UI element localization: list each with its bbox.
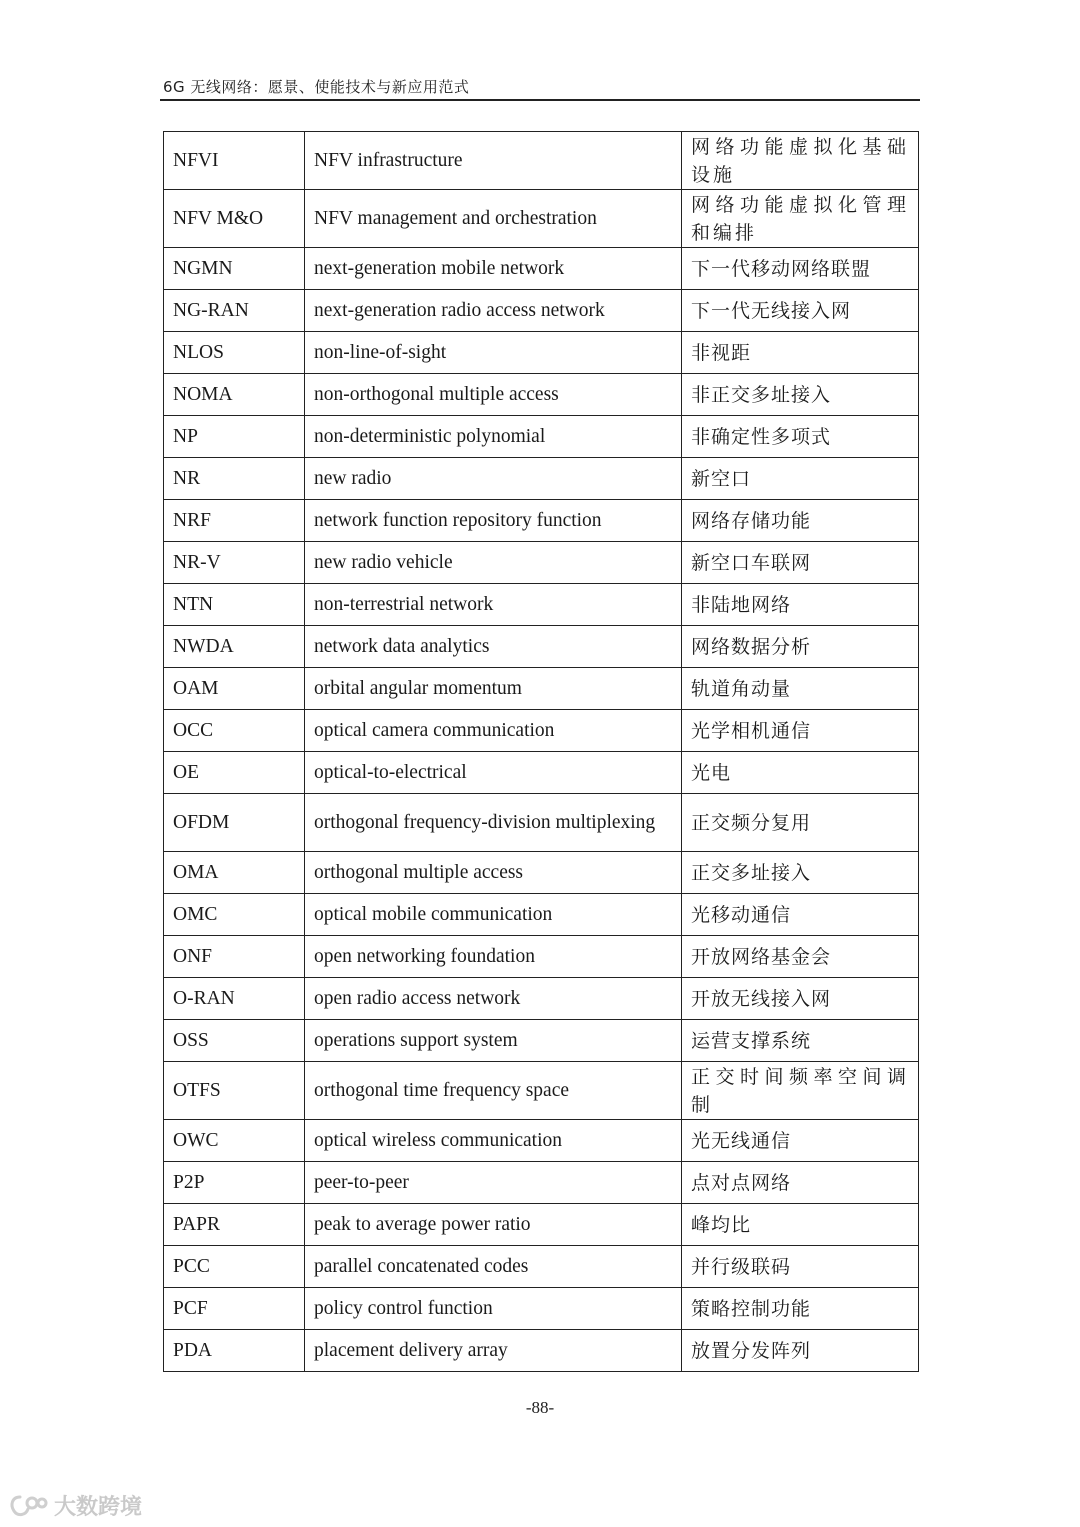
table-row — [164, 332, 919, 374]
english-term-cell: non-line-of-sight — [305, 332, 682, 374]
abbreviation-cell: NWDA — [164, 626, 305, 668]
chinese-term-cell: 网络数据分析 — [682, 626, 919, 668]
english-term-cell: next-generation radio access network — [305, 290, 682, 332]
abbreviation-cell: NLOS — [164, 332, 305, 374]
table-row — [164, 626, 919, 668]
chinese-term-cell: 新空口 — [682, 458, 919, 500]
abbreviation-cell: PCC — [164, 1246, 305, 1288]
table-row — [164, 978, 919, 1020]
abbreviation-cell: OWC — [164, 1120, 305, 1162]
chinese-term-cell: 并行级联码 — [682, 1246, 919, 1288]
table-row — [164, 290, 919, 332]
chinese-term-cell: 非确定性多项式 — [682, 416, 919, 458]
chinese-term-cell: 非陆地网络 — [682, 584, 919, 626]
table-row — [164, 416, 919, 458]
table-row — [164, 132, 919, 190]
chinese-term-cell: 开放网络基金会 — [682, 936, 919, 978]
table-row — [164, 710, 919, 752]
table-row — [164, 584, 919, 626]
abbreviation-cell: PDA — [164, 1330, 305, 1372]
abbreviation-cell: NGMN — [164, 248, 305, 290]
chinese-term-cell: 非视距 — [682, 332, 919, 374]
table-row — [164, 1288, 919, 1330]
english-term-cell: new radio vehicle — [305, 542, 682, 584]
abbreviation-cell: NOMA — [164, 374, 305, 416]
chinese-term-cell: 非正交多址接入 — [682, 374, 919, 416]
english-term-cell: non-orthogonal multiple access — [305, 374, 682, 416]
table-row — [164, 500, 919, 542]
abbreviation-cell: NR — [164, 458, 305, 500]
header-rule — [160, 99, 920, 101]
abbreviation-cell: OE — [164, 752, 305, 794]
chinese-term-cell: 正交时间频率空间调制 — [682, 1062, 919, 1120]
table-row — [164, 852, 919, 894]
chinese-term-cell: 运营支撑系统 — [682, 1020, 919, 1062]
abbreviation-cell: PAPR — [164, 1204, 305, 1246]
english-term-cell: optical mobile communication — [305, 894, 682, 936]
abbreviation-cell: P2P — [164, 1162, 305, 1204]
table-row — [164, 1020, 919, 1062]
table-row — [164, 248, 919, 290]
abbreviation-cell: OMA — [164, 852, 305, 894]
english-term-cell: non-terrestrial network — [305, 584, 682, 626]
table-row — [164, 1246, 919, 1288]
chinese-term-cell: 正交多址接入 — [682, 852, 919, 894]
english-term-cell: non-deterministic polynomial — [305, 416, 682, 458]
chinese-term-cell: 光移动通信 — [682, 894, 919, 936]
abbreviation-cell: NFV M&O — [164, 190, 305, 248]
chinese-term-cell: 下一代移动网络联盟 — [682, 248, 919, 290]
page-number: -88- — [525, 1398, 555, 1417]
table-row — [164, 542, 919, 584]
watermark — [8, 1490, 142, 1521]
english-term-cell: orthogonal multiple access — [305, 852, 682, 894]
chinese-term-cell: 正交频分复用 — [682, 794, 919, 852]
chinese-term-cell: 新空口车联网 — [682, 542, 919, 584]
table-row — [164, 1330, 919, 1372]
table-row — [164, 894, 919, 936]
abbreviation-cell: OCC — [164, 710, 305, 752]
english-term-cell: orthogonal time frequency space — [305, 1062, 682, 1120]
chinese-term-cell: 轨道角动量 — [682, 668, 919, 710]
chinese-term-cell: 光无线通信 — [682, 1120, 919, 1162]
english-term-cell: peer-to-peer — [305, 1162, 682, 1204]
english-term-cell: next-generation mobile network — [305, 248, 682, 290]
english-term-cell: network function repository function — [305, 500, 682, 542]
table-row — [164, 752, 919, 794]
running-header: 6G 无线网络：愿景、使能技术与新应用范式 — [163, 78, 470, 96]
table-row — [164, 936, 919, 978]
english-term-cell: peak to average power ratio — [305, 1204, 682, 1246]
english-term-cell: placement delivery array — [305, 1330, 682, 1372]
english-term-cell: network data analytics — [305, 626, 682, 668]
english-term-cell: orbital angular momentum — [305, 668, 682, 710]
english-term-cell: optical wireless communication — [305, 1120, 682, 1162]
table-row — [164, 1204, 919, 1246]
watermark-text: 大数跨境 — [54, 1495, 143, 1520]
abbreviation-cell: NG-RAN — [164, 290, 305, 332]
english-term-cell: orthogonal frequency-division multiplexing — [305, 794, 682, 852]
watermark-logo-icon — [8, 1491, 48, 1521]
english-term-cell: optical-to-electrical — [305, 752, 682, 794]
chinese-term-cell: 光学相机通信 — [682, 710, 919, 752]
chinese-term-cell: 光电 — [682, 752, 919, 794]
abbreviation-table — [163, 131, 919, 1372]
chinese-term-cell: 策略控制功能 — [682, 1288, 919, 1330]
abbreviation-cell: NP — [164, 416, 305, 458]
table-row — [164, 190, 919, 248]
english-term-cell: policy control function — [305, 1288, 682, 1330]
abbreviation-cell: OTFS — [164, 1062, 305, 1120]
table-row — [164, 374, 919, 416]
abbreviation-cell: OSS — [164, 1020, 305, 1062]
table-row — [164, 1162, 919, 1204]
abbreviation-cell: O-RAN — [164, 978, 305, 1020]
chinese-term-cell: 下一代无线接入网 — [682, 290, 919, 332]
table-row — [164, 458, 919, 500]
english-term-cell: optical camera communication — [305, 710, 682, 752]
abbreviation-cell: OMC — [164, 894, 305, 936]
english-term-cell: open radio access network — [305, 978, 682, 1020]
chinese-term-cell: 网络功能虚拟化基础设施 — [682, 132, 919, 190]
chinese-term-cell: 点对点网络 — [682, 1162, 919, 1204]
abbreviation-cell: PCF — [164, 1288, 305, 1330]
abbreviation-cell: NTN — [164, 584, 305, 626]
abbreviation-cell: NRF — [164, 500, 305, 542]
table-row — [164, 1062, 919, 1120]
english-term-cell: operations support system — [305, 1020, 682, 1062]
english-term-cell: open networking foundation — [305, 936, 682, 978]
abbreviation-cell: ONF — [164, 936, 305, 978]
english-term-cell: NFV management and orchestration — [305, 190, 682, 248]
abbreviation-cell: NR-V — [164, 542, 305, 584]
chinese-term-cell: 开放无线接入网 — [682, 978, 919, 1020]
chinese-term-cell: 峰均比 — [682, 1204, 919, 1246]
english-term-cell: new radio — [305, 458, 682, 500]
english-term-cell: NFV infrastructure — [305, 132, 682, 190]
chinese-term-cell: 网络功能虚拟化管理和编排 — [682, 190, 919, 248]
table-row — [164, 1120, 919, 1162]
abbreviation-cell: OAM — [164, 668, 305, 710]
abbreviation-cell: NFVI — [164, 132, 305, 190]
chinese-term-cell: 放置分发阵列 — [682, 1330, 919, 1372]
english-term-cell: parallel concatenated codes — [305, 1246, 682, 1288]
table-row — [164, 794, 919, 852]
chinese-term-cell: 网络存储功能 — [682, 500, 919, 542]
abbreviation-cell: OFDM — [164, 794, 305, 852]
table-row — [164, 668, 919, 710]
